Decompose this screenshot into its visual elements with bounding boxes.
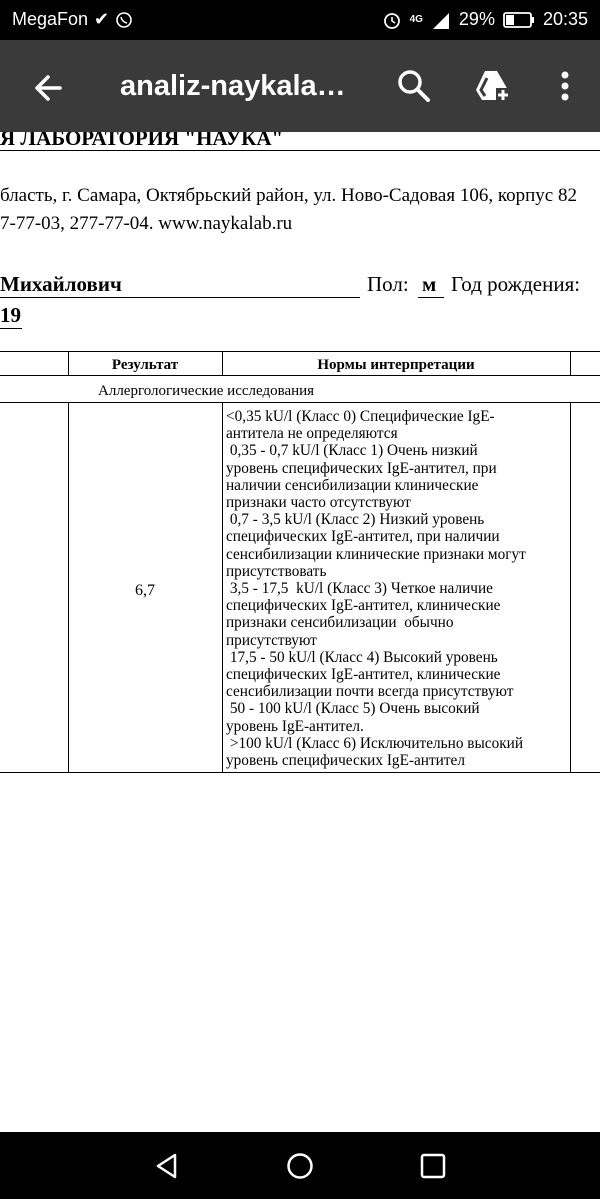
norms-line: наличии сенсибилизации клинические	[226, 476, 479, 494]
norms-text	[226, 408, 570, 769]
table-top-border	[0, 351, 600, 352]
norms-line: специфических IgE-антител, при наличии	[226, 528, 500, 546]
search-icon[interactable]	[394, 66, 434, 106]
patient-name: Михайлович	[0, 272, 122, 296]
norms-line: 3,5 - 17,5 kU/l (Класс 3) Четкое наличие	[226, 580, 493, 598]
recents-nav-icon[interactable]	[419, 1152, 447, 1180]
norms-line: антитела не определяются	[226, 425, 398, 443]
table-header-border	[0, 375, 600, 376]
alarm-icon	[382, 10, 402, 30]
birth-underline	[0, 328, 22, 329]
battery-percent: 29%	[458, 9, 495, 29]
name-underline	[0, 297, 360, 298]
lab-address: бласть, г. Самара, Октябрьский район, ул. Ново-Садовая 106, корпус 82	[0, 185, 577, 206]
birth-year-label: Год рождения:	[451, 272, 581, 296]
lab-name: Я ЛАБОРАТОРИЯ "НАУКА"	[0, 132, 284, 150]
section-title: Аллергологические исследования	[98, 383, 315, 399]
norms-line: специфических IgE-антител, клинические	[226, 597, 501, 615]
col-divider	[222, 402, 223, 772]
network-type: 4G	[409, 14, 423, 25]
norms-line: 50 - 100 kU/l (Класс 5) Очень высокий	[226, 700, 480, 718]
norms-line: <0,35 kU/l (Класс 0) Специфические IgE-	[226, 408, 495, 425]
check-icon: ✔	[94, 9, 110, 29]
document-title: analiz-naykala…	[120, 70, 346, 102]
sex-label: Пол:	[367, 272, 409, 296]
home-nav-icon[interactable]	[286, 1152, 314, 1180]
norms-line: 17,5 - 50 kU/l (Класс 4) Высокий уровень	[226, 648, 498, 666]
status-bar	[0, 0, 600, 40]
norms-line: признаки сенсибилизации обычно	[226, 614, 454, 632]
sex-value: м	[422, 272, 437, 296]
norms-line: присутствуют	[226, 631, 317, 649]
norms-line: признаки часто отсутствуют	[226, 494, 411, 512]
norms-line: сенсибилизации клинические признаки могут	[226, 545, 526, 563]
norms-line: уровень специфических IgE-антител	[226, 752, 465, 770]
norms-line: 0,7 - 3,5 kU/l (Класс 2) Низкий уровень	[226, 511, 485, 529]
more-options-icon[interactable]	[545, 66, 585, 106]
norms-line: 0,35 - 0,7 kU/l (Класс 1) Очень низкий	[226, 442, 478, 460]
table-bottom-border	[0, 772, 600, 773]
header-divider	[0, 150, 600, 151]
header-norms: Нормы интерпретации	[317, 357, 475, 373]
result-value: 6,7	[135, 582, 155, 599]
col-divider	[570, 351, 571, 375]
header-result: Результат	[111, 357, 179, 373]
app-bar	[0, 40, 600, 132]
add-to-drive-icon[interactable]	[472, 66, 512, 106]
back-nav-icon[interactable]	[153, 1152, 181, 1180]
norms-line: сенсибилизации почти всегда присутствуют	[226, 683, 514, 701]
lab-contacts: 7-77-03, 277-77-04. www.naykalab.ru	[0, 213, 293, 234]
norms-line: уровень IgE-антител.	[226, 717, 364, 735]
carrier-label: MegaFon	[12, 9, 89, 29]
clock: 20:35	[542, 9, 588, 29]
norms-line: присутствовать	[226, 562, 327, 580]
norms-line: >100 kU/l (Класс 6) Исключительно высокий	[226, 734, 524, 752]
signal-icon	[431, 11, 451, 29]
table-section-border	[0, 402, 600, 403]
viber-icon	[115, 11, 133, 29]
sex-underline	[418, 297, 444, 298]
norms-line: специфических IgE-антител, клинические	[226, 666, 501, 684]
birth-year-value: 19	[0, 303, 21, 327]
back-arrow-icon[interactable]	[28, 68, 68, 108]
col-divider	[570, 402, 571, 772]
norms-line: уровень специфических IgE-антител, при	[226, 459, 497, 477]
navigation-bar	[0, 1132, 600, 1199]
battery-icon	[503, 11, 535, 29]
